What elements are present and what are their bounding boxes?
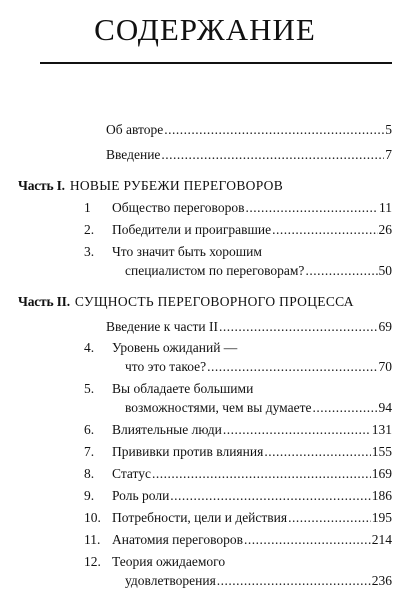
toc-entry-page: 195: [371, 510, 392, 525]
toc-entry-about-author[interactable]: [106, 121, 392, 139]
toc-entry-page: 169: [371, 466, 392, 481]
chapter-number: 6.: [84, 422, 95, 437]
toc-entry-chapter-5[interactable]: [125, 399, 392, 417]
toc-entry-page: 236: [371, 573, 392, 588]
dot-leader: [217, 572, 371, 590]
part-label: Часть I.: [18, 178, 65, 193]
dot-leader: [223, 421, 371, 439]
toc-entry-label: Введение к части II: [106, 319, 218, 334]
toc-entry-label: специалистом по переговорам?: [125, 263, 305, 278]
toc-entry-label: Роль роли: [112, 488, 170, 503]
dot-leader: [264, 443, 370, 461]
toc-entry-introduction[interactable]: [106, 146, 392, 164]
toc-entry-chapter-8[interactable]: [112, 465, 392, 483]
toc-entry-page: 131: [371, 422, 392, 437]
chapter-number: 2.: [84, 222, 95, 237]
chapter-number: 9.: [84, 488, 95, 503]
toc-entry-page: 155: [371, 444, 392, 459]
dot-leader: [152, 465, 371, 483]
part-label: Часть II.: [18, 294, 70, 309]
chapter-number: 5.: [84, 381, 95, 396]
toc-entry-chapter-12[interactable]: [125, 572, 392, 590]
toc-entry-label-line1: Что значит быть хорошим: [112, 244, 262, 259]
dot-leader: [219, 318, 378, 336]
part-heading-1[interactable]: [18, 177, 283, 195]
toc-entry-label: Влиятельные люди: [112, 422, 222, 437]
toc-entry-page: 70: [378, 359, 392, 374]
toc-entry-chapter-2[interactable]: [112, 221, 392, 239]
toc-entry-label-line1: Теория ожидаемого: [112, 554, 226, 569]
dot-leader: [272, 221, 377, 239]
toc-entry-page: 186: [371, 488, 392, 503]
toc-entry-page: 214: [371, 532, 392, 547]
toc-entry-page: 94: [378, 400, 392, 415]
toc-entry-chapter-6[interactable]: [112, 421, 392, 439]
toc-entry-label: возможностями, чем вы думаете: [125, 400, 312, 415]
dot-leader: [313, 399, 378, 417]
page-title: СОДЕРЖАНИЕ: [94, 12, 316, 47]
toc-entry-chapter-4[interactable]: [125, 358, 392, 376]
toc-entry-page: 50: [378, 263, 392, 278]
dot-leader: [207, 358, 377, 376]
toc-entry-page: 11: [379, 200, 392, 215]
dot-leader: [161, 146, 384, 164]
toc-entry-chapter-3[interactable]: [125, 262, 392, 280]
chapter-number: 10.: [84, 510, 101, 525]
toc-entry-label: Введение: [106, 147, 161, 162]
toc-entry-page: 26: [378, 222, 392, 237]
toc-entry-label: Статус: [112, 466, 151, 481]
toc-entry-label: Победители и проигравшие: [112, 222, 272, 237]
chapter-number: 7.: [84, 444, 95, 459]
toc-entry-chapter-1[interactable]: [112, 199, 392, 217]
toc-entry-label: что это такое?: [125, 359, 207, 374]
toc-entry-chapter-7[interactable]: [112, 443, 392, 461]
chapter-number: 4.: [84, 340, 95, 355]
toc-entry-label: удовлетворения: [125, 573, 216, 588]
chapter-number: 3.: [84, 244, 95, 259]
toc-entry-label: Общество переговоров: [112, 200, 245, 215]
toc-entry-part2-intro[interactable]: [106, 318, 392, 336]
toc-entry-page: 69: [378, 319, 392, 334]
chapter-number: 12.: [84, 554, 101, 569]
toc-entry-label: Анатомия переговоров: [112, 532, 243, 547]
toc-entry-label: Об авторе: [106, 122, 164, 137]
toc-entry-label: Потребности, цели и действия: [112, 510, 288, 525]
toc-entry-chapter-10[interactable]: [112, 509, 392, 527]
toc-entry-page: 5: [385, 122, 392, 137]
chapter-number: 11.: [84, 532, 101, 547]
toc-entry-label-line1: Вы обладаете большими: [112, 381, 254, 396]
chapter-number: 8.: [84, 466, 95, 481]
toc-entry-label-line1: Уровень ожиданий —: [112, 340, 238, 355]
title-divider: [40, 62, 392, 64]
dot-leader: [245, 199, 378, 217]
toc-entry-label: Прививки против влияния: [112, 444, 264, 459]
toc-entry-page: 7: [385, 147, 392, 162]
part-title: НОВЫЕ РУБЕЖИ ПЕРЕГОВОРОВ: [69, 178, 284, 193]
dot-leader: [244, 531, 371, 549]
dot-leader: [288, 509, 371, 527]
part-title: СУЩНОСТЬ ПЕРЕГОВОРНОГО ПРОЦЕССА: [74, 294, 354, 309]
chapter-number: 1: [84, 200, 91, 215]
toc-entry-chapter-9[interactable]: [112, 487, 392, 505]
toc-entry-chapter-11[interactable]: [112, 531, 392, 549]
dot-leader: [164, 121, 384, 139]
dot-leader: [170, 487, 370, 505]
dot-leader: [305, 262, 377, 280]
part-heading-2[interactable]: [18, 293, 354, 311]
